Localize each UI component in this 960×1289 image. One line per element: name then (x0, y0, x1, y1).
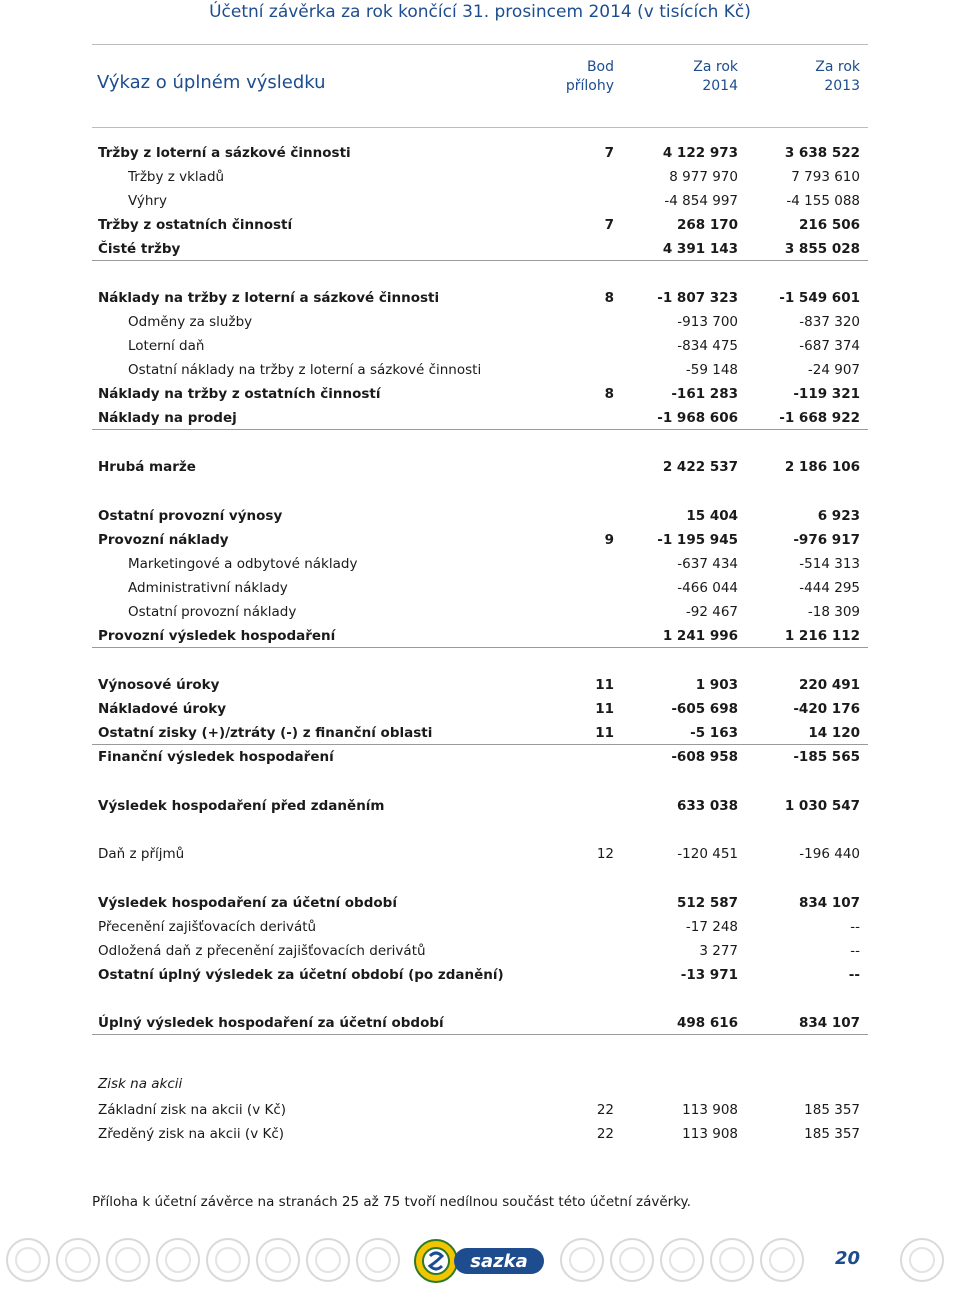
column-header-2014-line2: 2014 (702, 78, 738, 94)
decorative-ring-icon (256, 1238, 300, 1282)
row-label: Daň z příjmů (98, 846, 185, 862)
row-value-2014: 1 903 (695, 677, 738, 693)
row-label: Odložená daň z přecenění zajišťovacích derivátů (98, 943, 426, 959)
row-label: Loterní daň (128, 338, 205, 354)
table-row (92, 1099, 868, 1121)
row-label: Ostatní úplný výsledek za účetní období (po zdanění) (98, 967, 504, 983)
row-value-2013: 1 030 547 (784, 798, 860, 814)
table-row (92, 383, 868, 405)
row-note: 11 (595, 701, 614, 717)
row-value-2013: 216 506 (798, 217, 860, 233)
row-label: Čisté tržby (98, 241, 181, 257)
table-row (92, 843, 868, 865)
row-value-2013: -- (850, 943, 860, 959)
row-value-2014: -1 195 945 (657, 532, 738, 548)
row-value-2014: -1 968 606 (657, 410, 738, 426)
row-note: 12 (596, 846, 614, 862)
row-note: 22 (596, 1102, 614, 1118)
row-value-2013: 834 107 (798, 895, 860, 911)
row-label: Ostatní provozní náklady (128, 604, 297, 620)
table-row (92, 1123, 868, 1145)
table-row (92, 214, 868, 236)
row-value-2014: 8 977 970 (669, 169, 738, 185)
row-value-2014: 512 587 (676, 895, 738, 911)
row-value-2014: 4 391 143 (662, 241, 738, 257)
row-value-2014: 15 404 (686, 508, 738, 524)
row-value-2013: -24 907 (807, 362, 860, 378)
row-value-2014: 113 908 (682, 1102, 738, 1118)
row-value-2013: 185 357 (804, 1126, 860, 1142)
row-value-2013: 1 216 112 (784, 628, 860, 644)
table-row (92, 311, 868, 333)
row-note: 8 (604, 290, 614, 306)
sazka-logo (414, 1236, 546, 1286)
row-label: Výhry (128, 193, 167, 209)
row-value-2014: -913 700 (677, 314, 738, 330)
table-row (92, 553, 868, 575)
decorative-ring-icon (900, 1238, 944, 1282)
table-row (92, 287, 868, 309)
row-value-2013: -119 321 (793, 386, 860, 402)
row-value-2013: -18 309 (807, 604, 860, 620)
row-label: Výsledek hospodaření za účetní období (98, 895, 397, 911)
table-row (92, 529, 868, 551)
row-label: Hrubá marže (98, 459, 196, 475)
row-label: Finanční výsledek hospodaření (98, 749, 334, 765)
row-label: Zředěný zisk na akcii (v Kč) (98, 1126, 285, 1142)
row-value-2014: -637 434 (677, 556, 738, 572)
row-value-2014: -17 248 (685, 919, 738, 935)
row-value-2013: 2 186 106 (784, 459, 860, 475)
row-label: Náklady na prodej (98, 410, 237, 426)
table-row (92, 190, 868, 212)
page-number: 20 (834, 1248, 860, 1269)
row-value-2014: 4 122 973 (662, 145, 738, 161)
row-value-2014: 268 170 (676, 217, 738, 233)
row-value-2013: 7 793 610 (791, 169, 860, 185)
row-value-2013: -4 155 088 (786, 193, 860, 209)
row-label: Náklady na tržby z ostatních činností (98, 386, 381, 402)
row-label: Přecenění zajišťovacích derivátů (98, 919, 317, 935)
row-value-2013: -444 295 (799, 580, 860, 596)
column-header-2013-line1: Za rok (815, 59, 860, 75)
table-row (92, 335, 868, 357)
row-value-2014: 3 277 (699, 943, 738, 959)
row-value-2013: 185 357 (804, 1102, 860, 1118)
decorative-ring-icon (610, 1238, 654, 1282)
table-row (92, 359, 868, 381)
table-row (92, 1073, 868, 1095)
decorative-ring-icon (560, 1238, 604, 1282)
row-value-2014: -605 698 (671, 701, 738, 717)
row-value-2014: -92 467 (685, 604, 738, 620)
row-label: Výnosové úroky (98, 677, 220, 693)
row-value-2013: 220 491 (798, 677, 860, 693)
decorative-ring-icon (6, 1238, 50, 1282)
table-row (92, 1012, 868, 1035)
table-row (92, 505, 868, 527)
decorative-ring-icon (106, 1238, 150, 1282)
row-note: 11 (595, 725, 614, 741)
row-value-2014: 498 616 (676, 1015, 738, 1031)
row-label: Tržby z loterní a sázkové činnosti (98, 145, 351, 161)
row-value-2014: -608 958 (671, 749, 738, 765)
row-label: Nákladové úroky (98, 701, 227, 717)
decorative-ring-icon (206, 1238, 250, 1282)
table-row (92, 456, 868, 478)
row-label: Provozní výsledek hospodaření (98, 628, 336, 644)
table-row (92, 698, 868, 720)
page-title: Účetní závěrka za rok končící 31. prosincem 2014 (v tisících Kč) (209, 2, 751, 22)
row-value-2013: -196 440 (799, 846, 860, 862)
table-row (92, 746, 868, 768)
row-label: Ostatní provozní výnosy (98, 508, 283, 524)
column-header-note-line1: Bod (586, 59, 614, 75)
row-note: 7 (604, 145, 614, 161)
row-value-2014: 1 241 996 (662, 628, 738, 644)
row-value-2013: -1 549 601 (779, 290, 860, 306)
row-value-2013: -185 565 (793, 749, 860, 765)
row-value-2013: 834 107 (798, 1015, 860, 1031)
row-value-2013: -687 374 (799, 338, 860, 354)
row-label: Administrativní náklady (128, 580, 288, 596)
row-value-2014: 633 038 (676, 798, 738, 814)
table-row (92, 940, 868, 962)
row-label: Ostatní náklady na tržby z loterní a sázkové činnosti (128, 362, 482, 378)
row-value-2013: -1 668 922 (779, 410, 860, 426)
decorative-ring-icon (56, 1238, 100, 1282)
decorative-ring-icon (660, 1238, 704, 1282)
decorative-ring-icon (760, 1238, 804, 1282)
row-value-2014: -466 044 (677, 580, 738, 596)
statement-title: Výkaz o úplném výsledku (97, 72, 326, 93)
row-value-2014: -4 854 997 (664, 193, 738, 209)
table-row (92, 238, 868, 261)
row-value-2013: -514 313 (799, 556, 860, 572)
row-note: 11 (595, 677, 614, 693)
table-row (92, 964, 868, 986)
column-header-2013-line2: 2013 (824, 78, 860, 94)
row-label: Marketingové a odbytové náklady (128, 556, 358, 572)
decorative-ring-icon (710, 1238, 754, 1282)
row-label: Zisk na akcii (98, 1076, 183, 1092)
row-label: Ostatní zisky (+)/ztráty (-) z finanční oblasti (98, 725, 433, 741)
decorative-ring-icon (306, 1238, 350, 1282)
row-value-2013: 3 638 522 (784, 145, 860, 161)
column-header-2014-line1: Za rok (693, 59, 738, 75)
footnote: Příloha k účetní závěrce na stranách 25 až 75 tvoří nedílnou součást této účetní závěrky. (92, 1194, 691, 1210)
row-label: Výsledek hospodaření před zdaněním (98, 798, 385, 814)
row-label: Náklady na tržby z loterní a sázkové činnosti (98, 290, 440, 306)
row-value-2013: -420 176 (793, 701, 860, 717)
row-label: Úplný výsledek hospodaření za účetní období (98, 1015, 444, 1031)
table-row (92, 166, 868, 188)
row-value-2014: 113 908 (682, 1126, 738, 1142)
row-value-2013: -- (850, 919, 860, 935)
row-note: 22 (596, 1126, 614, 1142)
table-row (92, 577, 868, 599)
table-row (92, 674, 868, 696)
row-value-2014: -59 148 (685, 362, 738, 378)
row-value-2013: 14 120 (808, 725, 860, 741)
row-value-2013: 6 923 (817, 508, 860, 524)
logo-text: sazka (470, 1251, 528, 1272)
table-row (92, 722, 868, 745)
table-row (92, 625, 868, 648)
row-label: Odměny za služby (128, 314, 253, 330)
row-value-2014: -120 451 (677, 846, 738, 862)
decorative-ring-icon (156, 1238, 200, 1282)
row-value-2014: -161 283 (671, 386, 738, 402)
row-value-2014: -834 475 (677, 338, 738, 354)
table-row (92, 795, 868, 817)
row-value-2013: -- (848, 967, 860, 983)
row-label: Tržby z ostatních činností (98, 217, 293, 233)
row-value-2014: -5 163 (690, 725, 738, 741)
row-value-2013: 3 855 028 (784, 241, 860, 257)
table-row (92, 601, 868, 623)
row-value-2014: 2 422 537 (662, 459, 738, 475)
row-label: Tržby z vkladů (128, 169, 225, 185)
row-value-2014: -13 971 (680, 967, 738, 983)
table-row (92, 407, 868, 430)
table-row (92, 142, 868, 164)
row-note: 8 (604, 386, 614, 402)
decorative-ring-icon (356, 1238, 400, 1282)
table-row (92, 916, 868, 938)
table-row (92, 892, 868, 914)
row-value-2013: -976 917 (793, 532, 860, 548)
row-value-2014: -1 807 323 (657, 290, 738, 306)
row-value-2013: -837 320 (799, 314, 860, 330)
column-header-note-line2: přílohy (565, 78, 614, 94)
row-note: 9 (604, 532, 614, 548)
row-note: 7 (604, 217, 614, 233)
row-label: Provozní náklady (98, 532, 229, 548)
row-label: Základní zisk na akcii (v Kč) (98, 1102, 287, 1118)
